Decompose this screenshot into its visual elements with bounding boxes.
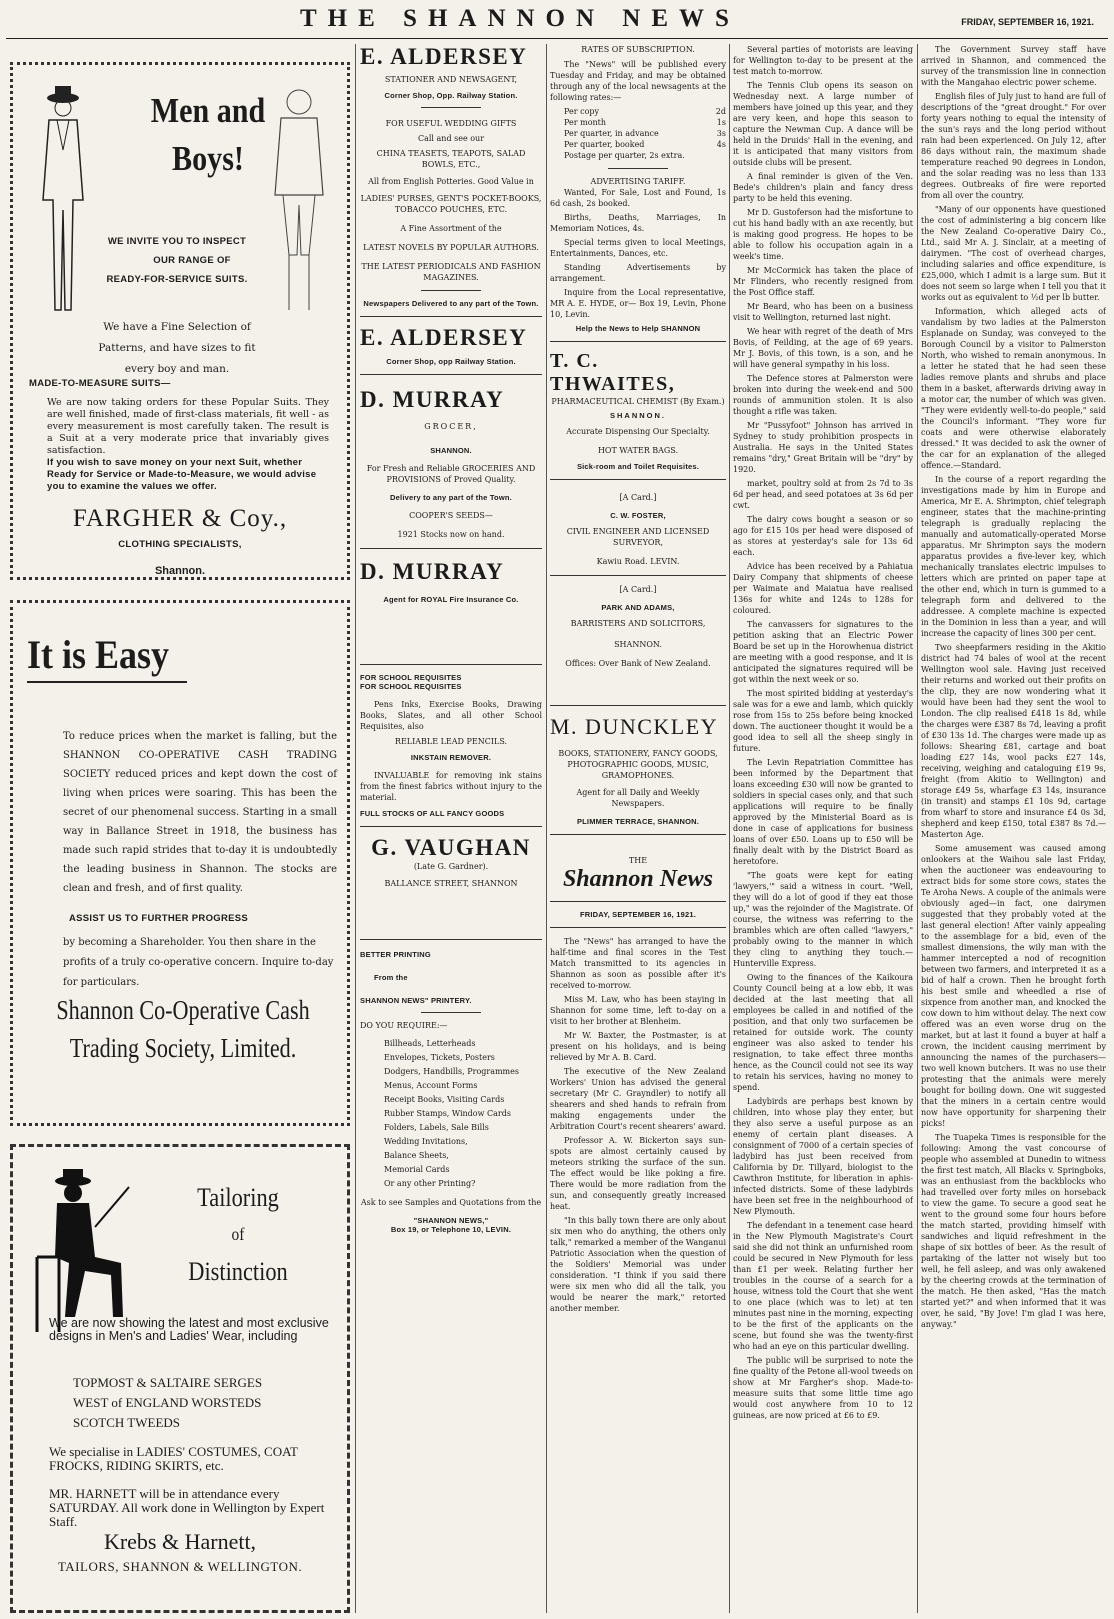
card-label: [A Card.] [619, 585, 657, 594]
news-paragraph: The public will be surprised to note the fine quality of the Petone all-wool tweeds on show at Mr Fargher's shop. Made-to-measure suits that some little time ago would cost anywhere from 10 to 12 guineas, are now priced at £6 to £9. [733, 1356, 913, 1420]
bags-line: HOT WATER BAGS. [597, 446, 679, 455]
list-item: SCOTCH TWEEDS [73, 1415, 181, 1430]
rates-table [564, 106, 726, 161]
list-item: Rubber Stamps, Window Cards [384, 1109, 511, 1118]
aldersey-name: E. ALDERSEY [360, 44, 528, 69]
paper-date: FRIDAY, SEPTEMBER 16, 1921. [580, 910, 696, 919]
news-paragraph: The canvassers for signatures to the petition asking that an Electric Power Board be set up in the Horowhenua district are meeting with a good response, and it is anticipated the signatures required will be got within the next week or so. [733, 620, 913, 684]
list-item: Balance Sheets, [384, 1151, 449, 1160]
divider [360, 664, 542, 665]
assort-line: A Fine Assortment of the [400, 224, 502, 233]
ad-cooperative [10, 600, 350, 1126]
murray-name-2: D. MURRAY [360, 559, 505, 584]
news-paragraph: "Many of our opponents have questioned the cost of administering a big concern like the New Zealand Co-operative Dairy Co., Ltd., said Mr A. J. Sinclair, at a meeting of dairymen. "The cost of overhead charges, including salaries and office expenditure, is £25,000, which I admit is a large sum. But it does not seem so large when I tell you that it works out as equivalent to ½d per lb butter. [921, 205, 1106, 302]
news-paragraph: In the course of a report regarding the investigations made by him in Europe and America, Mr E. A. Shrimpton, chief telegraph engineer, states that the machine-printing telegraph is gradually replacing the manually and automatically-operated Morse apparatus. Mr Shrimpton says the modern apparatus provides a five-lever key, which mechanically translates electric impulses to letters which are printed on paper tape at the other end, which in turn is gummed to a telegraph form and delivered to the addressee. A complete machine is expected in the Dominion in less than a year, and will increase the capacity of lines 300 per cent. [921, 475, 1106, 638]
news-paragraph: Some amusement was caused among onlookers at the Waihou sale last Friday, when the auctioneer was endeavouring to extract bids for some store cows, states the Te Aroha News. A couple of the animals were obviously aged—in fact, one dairymen suggested that they probably voted at the last general election! After vainly appealing to the assemblage for a bid, even of the smallest dimensions, the wily man with the hammer intercepted a nod of recognition between two farmers, and interpreted it as a bid of half a crown. Then he brought forth his best smile and wheedled a rise of sixpence from another man, and knocked the cow down to him without delay. The next cow offered was an even worse drug on the market, but at last it found a buyer at half a crown, the incident causing merriment by announcing the names of the purchasers—two well known butchers. It was no use their protesting that the animals were merely bought for boiling down. One wit suggested that the miners in a certain centre would now have opportunity for sharpening their picks! [921, 844, 1106, 1128]
printery-line: SHANNON NEWS" PRINTERY. [360, 996, 472, 1005]
divider [550, 901, 726, 902]
fancy-line: FULL STOCKS OF ALL FANCY GOODS [360, 809, 505, 818]
ad-headline: It is Easy [27, 632, 170, 677]
purses-line: LADIES' PURSES, GENT'S POCKET-BOOKS, TOBACCO POUCHES, ETC. [360, 194, 542, 214]
require-line: DO YOU REQUIRE:— [360, 1021, 448, 1030]
news-paragraph: Information, which alleged acts of vandalism by two ladies at the Palmerston Esplanade on Sunday, was conveyed to the Borough Council by a visitor to Palmerston North, who wished to remain anonymous. In a letter he stated that he had seen these ladies remove plants and shrubs and place them in a basket, afterwards driving away in a motor car, the number of which was given. "They were evidently well-to-do people," said the Council's informant. "They wore fur coats and were otherwise elaborately dressed." It was decided to ask the owner of the car for an explanation of the alleged offence.—Standard. [921, 307, 1106, 470]
help-line: Help the News to Help SHANNON [575, 324, 701, 333]
invite-line: OUR RANGE OF [153, 255, 231, 266]
rate-value: 3s [716, 129, 726, 138]
ad-fargher [10, 62, 350, 580]
card-label: [A Card.] [619, 493, 657, 502]
divider [27, 681, 187, 683]
man-figure-illustration [27, 80, 97, 325]
rate-value: 4s [716, 140, 726, 149]
agent-line: Agent for all Daily and Weekly Newspapers. [576, 788, 700, 808]
china-line: CHINA TEASETS, TEAPOTS, SALAD BOWLS, ETC., [376, 149, 526, 169]
specialty-text: We specialise in LADIES' COSTUMES, COAT FROCKS, RIDING SKIRTS, etc. [49, 1444, 298, 1473]
invite-line: READY-FOR-SERVICE SUITS. [106, 274, 248, 285]
assist-heading: ASSIST US TO FURTHER PROGRESS [69, 913, 249, 924]
divider [421, 290, 481, 291]
rate-row [564, 128, 726, 139]
column-divider [729, 44, 730, 1613]
shannon-line: SHANNON. [614, 640, 662, 649]
rate-value: 1s [716, 118, 726, 127]
column-notices [550, 44, 726, 1613]
society-name [55, 991, 311, 1067]
divider [550, 705, 726, 706]
news-paragraph: Professor A. W. Bickerton says sun-spots are almost certainly caused by meteors striking the surface of the sun. The effect would be like poking a fire. There would be more radiation from the sun, and consequently greatly increased heat. [550, 1136, 726, 1211]
periodicals-line: THE LATEST PERIODICALS AND FASHION MAGAZINES. [361, 262, 541, 282]
park-name: PARK AND ADAMS, [601, 603, 675, 612]
the-line: THE [628, 856, 648, 865]
divider [608, 168, 668, 169]
divider [360, 826, 542, 827]
range-line: Patterns, and have sizes to fit [98, 342, 256, 354]
aldersey-address: Corner Shop, Opp. Railway Station. [384, 91, 518, 100]
ad-invite [97, 232, 257, 289]
adv-text: Special terms given to local Meetings, Entertainments, Dances, etc. [550, 238, 726, 258]
aldersey-name-2: E. ALDERSEY [360, 325, 528, 350]
title-line: Distinction [188, 1257, 288, 1286]
divider [421, 107, 481, 108]
agent-line: Agent for ROYAL Fire Insurance Co. [383, 595, 519, 604]
firm-address: TAILORS, SHANNON & WELLINGTON. [57, 1559, 303, 1574]
news-paragraph: Mr W. Baxter, the Postmaster, is at present on his holidays, and is being relieved by Mr A. B. Card. [550, 1031, 726, 1062]
column-advertisements [10, 44, 350, 1613]
books-line: BOOKS, STATIONERY, FANCY GOODS, PHOTOGRAPHIC GOODS, MUSIC, GRAMOPHONES. [558, 749, 718, 780]
masthead-date: FRIDAY, SEPTEMBER 16, 1921. [961, 17, 1094, 27]
pens-text: Pens Inks, Exercise Books, Drawing Books, Slates, and all other School Requisites, also [360, 700, 542, 731]
list-item: Billheads, Letterheads [384, 1039, 476, 1048]
school-line: FOR SCHOOL REQUISITES [360, 673, 462, 682]
news-paragraph: The Defence stores at Palmerston were broken into during the week-end and 500 rounds of ammunition stolen. It is also thought a rifle was taken. [733, 374, 913, 416]
list-item: Folders, Labels, Sale Bills [384, 1123, 489, 1132]
rate-row [564, 106, 726, 117]
divider [550, 479, 726, 480]
news-paragraph: A final reminder is given of the Ven. Bede's children's plain and fancy dress party to be held this evening. [733, 172, 913, 203]
divider [550, 575, 726, 576]
adv-text: Standing Advertisements by arrangement. [550, 263, 726, 283]
list-item: Memorial Cards [384, 1165, 450, 1174]
novels-line: LATEST NOVELS BY POPULAR AUTHORS. [363, 243, 539, 252]
share-text: by becoming a Shareholder. You then share in the profits of a truly co-operative concern. Inquire to-day for particulars. [63, 937, 334, 988]
news-paragraph: The defendant in a tenement case heard in the New Plymouth Magistrate's Court said she did not think an unfurnished room could be secured in New Plymouth for less than £1 per week. Relating further her troubles in the course of a search for a house, witness told the Court that she went to one place (which was to let) at ten minutes past nine in the morning, expecting to be the first of the applicants on the scene, but found she was the twenty-first who had an eye on this particular dwelling. [733, 1221, 913, 1351]
rate-row [564, 150, 726, 161]
divider [360, 316, 542, 317]
news-paragraph: The Tennis Club opens its season on Wednesday next. A large number of members have joined up this year, and they are very keen, and hope this season to capture the Newman Cup. A dance will be held in the Druids' Hall in the evening, and it is anticipated that many visitors from outside clubs will be present. [733, 81, 913, 167]
news-paragraph: Mr McCormick has taken the place of Mr Flinders, who recently resigned from the Post Office staff. [733, 266, 913, 297]
fresh-line: For Fresh and Reliable GROCERIES AND PROVISIONS of Proved Quality. [366, 464, 536, 484]
firm-town: Shannon. [154, 565, 206, 577]
seeds-line: COOPER'S SEEDS— [409, 511, 493, 520]
news-paragraph: We hear with regret of the death of Mrs Bovis, of Feilding, at the age of 69 years. Mr J. Bovis, of this town, is a son, and he will have general sympathy in his loss. [733, 327, 913, 369]
masthead-rule [6, 38, 1108, 39]
column-divider [917, 44, 918, 1613]
inkstain-line: INKSTAIN REMOVER. [410, 753, 492, 762]
seated-man-silhouette [25, 1167, 135, 1337]
divider [421, 1012, 481, 1013]
printing-line: BETTER PRINTING [360, 950, 431, 959]
news-paragraph: Advice has been received by a Pahiatua Dairy Company that shipments of cheese per Waimate and Maiatua have realised 136s for white and 124s to 128s for coloured. [733, 562, 913, 615]
stocks-line: 1921 Stocks now on hand. [397, 530, 505, 539]
column-divider [546, 44, 547, 1613]
mtm-title: MADE-TO-MEASURE SUITS— [29, 378, 171, 389]
firm-name: FARGHER & Coy., [72, 505, 288, 532]
list-item: Wedding Invitations, [384, 1137, 468, 1146]
rate-label: Per quarter, booked [564, 140, 645, 149]
masthead-title: THE SHANNON NEWS [300, 5, 740, 32]
shannon-line: SHANNON. [430, 446, 472, 455]
printing-list [384, 1037, 542, 1191]
sn-line: "SHANNON NEWS," [413, 1216, 489, 1225]
delivered-line: Newspapers Delivered to any part of the Town. [363, 299, 539, 308]
news-paragraph: market, poultry sold at from 2s 7d to 3s 6d per head, and seed potatoes at 3s 6d per cwt. [733, 479, 913, 510]
title-line: Tailoring [197, 1183, 279, 1212]
delivery-line: Delivery to any part of the Town. [390, 493, 512, 502]
news-paragraph: The executive of the New Zealand Workers' Union has advised the general secretary (Mr C. Grayndler) to notify all shearers and shed hands to refrain from making engagements under the Arbitration Court's recent shearers' award. [550, 1067, 726, 1131]
news-paragraph: The Government Survey staff have arrived in Shannon, and commenced the survey of the transmission line in connection with the Mangahao electric power scheme. [921, 45, 1106, 87]
school-line: FOR SCHOOL REQUISITES [360, 682, 462, 691]
divider [360, 548, 542, 549]
ad-headline [144, 87, 273, 183]
rate-value: 2d [715, 107, 726, 116]
kawiu-line: Kawiu Road. LEVIN. [596, 557, 680, 566]
ad-text: To reduce prices when the market is falling, but the SHANNON CO-OPERATIVE CASH TRADING SOCIETY reduced prices and kept down the cost of living when prices were soaring. This has been the secret of our phenomenal success. Starting in a small way in Ballance Street in 1918, the business has made such rapid strides that to-day it is undoubtedly the leading business in Shannon. The stocks are clean and fresh, and of first quality. [63, 731, 337, 894]
rate-label: Per copy [564, 107, 600, 116]
attendance-text: MR. HARNETT will be in attendance every SATURDAY. All work done in Wellington by Expert Staff. [49, 1486, 325, 1529]
headline-line: Boys! [172, 139, 244, 178]
vaughan-late: (Late G. Gardner). [413, 862, 489, 871]
news-paragraph: Mr "Pussyfoot" Johnson has arrived in Sydney to study prohibition prospects in Australia. He says in the United States remains "dry," Great Britain will be "dry" by 1920. [733, 421, 913, 474]
name-line: Trading Society, Limited. [69, 1033, 297, 1063]
headline-line: Men and [150, 91, 266, 130]
potteries-line: All from English Potteries. Good Value in [368, 177, 534, 186]
aldersey-sub: STATIONER AND NEWSAGENT, [384, 75, 518, 84]
news-paragraph: Miss M. Law, who has been staying in Shannon for some time, left to-day on a visit to her brother at Blenheim. [550, 995, 726, 1026]
column-general-news [921, 44, 1106, 1613]
firm-name: Krebs & Harnett, [103, 1529, 257, 1554]
firm-specialty: CLOTHING SPECIALISTS, [118, 539, 242, 550]
list-item: Dodgers, Handbills, Programmes [384, 1067, 519, 1076]
news-paragraph: The Levin Repatriation Committee has been informed by the Department that loans exceeding £30 will now be granted to soldiers in special cases only, and that such applications will require to be finally approved by the Ministerial Board as is done in case of applications for business loans of over £50. Loans up to £50 will be finally dealt with by the District Board as heretofore. [733, 758, 913, 866]
box-line: Box 19, or Telephone 10, LEVIN. [390, 1225, 512, 1234]
news-paragraph: "In this bally town there are only about six men who do anything, the others only talk," remarked a member of the Wanganui Patriotic Association when the question of the Soldiers' Memorial was under consideration. "I think if you said there were six men who did all the talk, you would be nearer the mark," retorted another member. [550, 1216, 726, 1313]
paper-title: Shannon News [562, 866, 714, 892]
rate-label: Postage per quarter, 2s extra. [564, 151, 685, 160]
news-paragraph: The most spirited bidding at yesterday's sale was for a ewe and lamb, which quickly rose from 15s to 25s before being knocked down. The auctioneer thought it would be a good idea to sell all the sheep singly in future. [733, 689, 913, 753]
ad-krebs-harnett [10, 1144, 350, 1613]
adv-text: Wanted, For Sale, Lost and Found, 1s 6d cash, 2s booked. [550, 188, 726, 208]
plimmer-line: PLIMMER TERRACE, SHANNON. [576, 817, 700, 826]
divider [550, 927, 726, 928]
news-paragraph: The "News" has arranged to have the half-time and final scores in the Test Match transmitted to its agencies in Shannon as soon as possible after it's received to-morrow. [550, 937, 726, 990]
rate-label: Per quarter, in advance [564, 129, 659, 138]
range-line: We have a Fine Selection of [103, 321, 251, 333]
list-item: Menus, Account Forms [384, 1081, 478, 1090]
pencils-line: RELIABLE LEAD PENCILS. [394, 737, 508, 746]
ad-headline [156, 1179, 319, 1290]
thwaites-name: T. C. THWAITES, [550, 350, 676, 395]
news-paragraph: "The goats were kept for eating 'lawyers,'" said a witness in court. "Well, they will do a lot of good if they eat those up," was the rejoinder of the Magistrate. Of course, the witness was referring to the brambles which are often called "lawyers," probably owing to the manner in which they cling to anything they touch.— Hunterville Express. [733, 871, 913, 968]
invite-line: WE INVITE YOU TO INSPECT [107, 236, 247, 247]
title-line: of [231, 1224, 245, 1244]
adv-text: Births, Deaths, Marriages, In Memoriam Notices, 4s. [550, 213, 726, 233]
list-item: Or any other Printing? [384, 1179, 476, 1188]
mtm-text: We are now taking orders for these Popular Suits. They are well finished, made of first-class materials, fit well - as every measurement is most carefully taken. The result is a Suit at a very moderate price that invariably gives satisfaction. [47, 397, 329, 456]
divider [550, 834, 726, 835]
foster-name: C. W. FOSTER, [610, 511, 666, 520]
divider [360, 939, 542, 940]
column-divider [355, 44, 356, 1613]
news-paragraph: Two sheepfarmers residing in the Akitio district had 74 bales of wool at the recent Wellington wool sale. Having just received their returns and worked out their profits on the clip, they are now wondering what it would have been had they sent the wool to London. The clip realised £418 1s 8d, while the charges were £387 8s 7d, leaving a profit of £30 13s 1d. The charges were made up as follows: Shearing £81, cartage and boat loading £27 14s, wool packs £27 14s, receiving, weighing and cataloguing £19 9s, freight (from Akitio to Wellington) and storage £49 5s, wharfage £3 14s, insurance (in transit) and stamps £1 10s 9d, cartage from wharf to store and insurance £4 0s 3d, shepherd and keep £150, total £387 8s 7d.— Masterton Age. [921, 643, 1106, 839]
list-item: Envelopes, Tickets, Posters [384, 1053, 495, 1062]
news-paragraph: The Tuapeka Times is responsible for the following: Among the vast concourse of people who assembled at Dunedin to witness the first test match, All Blacks v. Springboks, was an enthusiast from the backblocks who had travelled over forty miles on horseback to view the game. To secure a good seat he went to the ground some four hours before the match started, providing himself with sandwiches and liquid refreshment in the shape of six bottles of beer. As the result of partaking of the latter not wisely but too well, he fell asleep, and was only awakened by the cheering crowds at the termination of the match. He then asked, "Has the match started yet?" and when informed that it was over, he said, "By Jove! I'm glad I was here, anyway." [921, 1133, 1106, 1329]
adv-title: ADVERTISING TARIFF. [590, 177, 686, 186]
rate-label: Per month [564, 118, 607, 127]
chemist-line: PHARMACEUTICAL CHEMIST (By Exam.) [551, 397, 725, 406]
offices-line: Offices: Over Bank of New Zealand. [565, 659, 711, 668]
ad-range [97, 317, 257, 380]
fabric-list [73, 1373, 262, 1433]
ask-line: Ask to see Samples and Quotations from the [360, 1198, 542, 1207]
news-paragraph: Owing to the finances of the Kaikoura County Council being at a low ebb, it was decided at the last meeting that all employees be called in and notified of the position, and that only two surfacemen be retained for outside work. The county engineer was also asked to tender his resignation, to take effect three months hence, as the Council could not see its way to retain his services, having no money to spend. [733, 973, 913, 1092]
from-line: From the [374, 973, 408, 982]
save-text: If you wish to save money on your next Suit, whether Ready for Service or Made-to-Measure, we would advise you to examine the values we offer. [47, 457, 317, 492]
news-paragraph: Several parties of motorists are leaving for Wellington to-day to be present at the test match to-morrow. [733, 45, 913, 76]
list-item: WEST of ENGLAND WORSTEDS [73, 1395, 262, 1410]
list-item: Receipt Books, Visiting Cards [384, 1095, 505, 1104]
aldersey-address-2: Corner Shop, opp Railway Station. [386, 357, 516, 366]
dunckley-name: M. DUNCKLEY [550, 714, 719, 739]
column-business-ads [360, 44, 542, 1613]
adv-text: Inquire from the Local representative, MR A. E. HYDE, or— Box 19, Levin, Phone 10, Levin. [550, 288, 726, 319]
name-line: Shannon Co-Operative Cash [56, 995, 310, 1025]
murray-name: D. MURRAY [360, 387, 505, 412]
invaluable-text: INVALUABLE for removing ink stains from the finest fabrics without injury to the material. [360, 771, 542, 802]
rate-row [564, 117, 726, 128]
range-line: every boy and man. [124, 363, 230, 375]
gifts-line: FOR USEFUL WEDDING GIFTS [385, 119, 517, 128]
list-item: TOPMOST & SALTAIRE SERGES [73, 1375, 263, 1390]
news-paragraph: The dairy cows bought a season or so ago for £15 10s per head were disposed of as stores at yesterday's sale for 13s 6d each. [733, 515, 913, 557]
news-paragraph: Mr D. Gustoferson had the misfortune to cut his hand badly with an axe recently, but is making good progress. He hopes to be able to follow his occupation again in a week's time. [733, 208, 913, 261]
vaughan-name: G. VAUGHAN [371, 835, 531, 860]
barristers-line: BARRISTERS AND SOLICITORS, [570, 619, 706, 628]
rate-row [564, 139, 726, 150]
divider [360, 374, 542, 375]
rates-title: RATES OF SUBSCRIPTION. [581, 45, 695, 54]
masthead [0, 0, 1114, 40]
news-paragraph: Mr Beard, who has been on a business visit to Wellington, returned last night. [733, 302, 913, 322]
rates-text: The "News" will be published every Tuesday and Friday, and may be obtained through any of the local newsagents at the following rates:— [550, 60, 726, 102]
sick-line: Sick-room and Toilet Requisites. [576, 462, 700, 471]
news-paragraph: English files of July just to hand are full of descriptions of the "great drought." For over forty years nothing to equal the intensity of the sun's rays and the long period without rain had been experienced. On July 12, after 86 days without rain, the maximum shade temperature reached 90 degrees in London, and the solar reading was no less than 133 degrees. Outbreaks of fire were reported from all over the country. [921, 92, 1106, 200]
news-paragraph: Ladybirds are perhaps best known by children, into whose play they enter, but they also serve a useful purpose as an enemy of certain plant diseases. A consignment of 7000 of a certain species of ladybird has just been received from California by Dr. Tillyard, biologist to the Cawthron Institute, for liberation in aphis-infected districts. Some of these ladybirds have been set free in the neighbourhood of New Plymouth. [733, 1097, 913, 1216]
dispensing-line: Accurate Dispensing Our Specialty. [566, 427, 710, 436]
grocer-line: GROCER, [424, 422, 478, 431]
call-line: Call and see our [417, 134, 485, 143]
divider [550, 341, 726, 342]
vaughan-address: BALLANCE STREET, SHANNON [384, 879, 518, 888]
column-local-news [733, 44, 913, 1613]
ad-intro: We are now showing the latest and most exclusive designs in Men's and Ladies' Wear, including [49, 1316, 329, 1343]
civil-line: CIVIL ENGINEER AND LICENSED SURVEYOR, [566, 527, 710, 547]
shannon-line: SHANNON. [609, 411, 666, 420]
